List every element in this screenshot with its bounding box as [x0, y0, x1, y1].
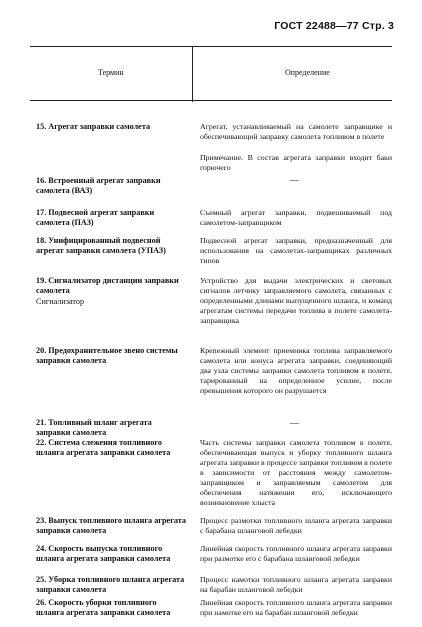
definition-22: Часть системы заправки самолета топливом в полете, обеспечивающая выпуск и уборку топливного шланга агрегата заправки в процессе заправки топливом в полете в зависимости от расстояния между самолетом-заправщиком и заправляемым самолетом для обеспечения натяжения его, исключающего возникновение хлыста: [200, 438, 392, 507]
term-19: 19. Сигнализатор дистанции заправки самолета: [36, 276, 179, 295]
column-header-definition: Определение: [285, 68, 330, 77]
column-header-term: Термин: [98, 68, 124, 77]
table-top-rule: [30, 46, 392, 47]
term-26: 26. Скорость уборки топливного шланга агрегата заправки самолета: [36, 598, 171, 617]
term-24: 24. Скорость выпуска топливного шланга агрегата заправки самолета: [36, 544, 171, 563]
term-21: 21. Топливный шланг агрегата заправки самолета: [36, 418, 152, 437]
term-22: 22. Система слежения топливного шланга агрегата заправки самолета: [36, 438, 171, 457]
term-20: 20. Предохранительное звено системы заправки самолета: [36, 346, 178, 365]
term-19-alt: Сигнализатор: [36, 297, 85, 306]
page-number: Стр. 3: [361, 20, 394, 32]
definition-25: Процесс намотки топливного шланга агрегата заправки на барабан шланговой лебедки: [200, 575, 392, 594]
note-15: Примечание. В состав агрегата заправки входит баки горючего: [200, 153, 392, 172]
table-header-rule: [30, 100, 392, 101]
term-23: 23. Выпуск топливного шланга агрегата заправки самолета: [36, 516, 187, 535]
definition-26: Линейная скорость топливного шланга агрегата заправки при намотке его на барабан шланговой лебедки: [200, 598, 392, 617]
term-17: 17. Подвесной агрегат заправки самолета (ПАЗ): [36, 208, 155, 227]
definition-18: Подвесной агрегат заправки, предназначенный для использования на самолетах-заправщиках различных типов: [200, 236, 392, 265]
header-divider: [192, 46, 193, 102]
term-16: 16. Встроенный агрегат заправки самолета (ВАЗ): [36, 176, 161, 195]
term-25: 25. Уборка топливного шланга агрегата заправки самолета: [36, 575, 185, 594]
definition-16: —: [290, 175, 299, 185]
definition-23: Процесс размотки топливного шланга агрегата заправки с барабана шланговой лебедки: [200, 516, 392, 535]
definition-21: —: [290, 418, 299, 428]
definition-15: Агрегат, устанавливаемый на самолете заправщике и обеспечивающий заправку самолета топливом в полете: [200, 122, 392, 141]
definition-24: Линейная скорость топливного шланга агрегата заправки при размотке его с барабана шланговой лебедки: [200, 544, 392, 563]
page-header: [274, 20, 394, 32]
definition-20: Крепежный элемент приемника топлива заправляемого самолета или конуса агрегата заправки, соединяющий два узла системы заправки самолета топливом в полете, тарированный на определенное усилие, после превышения которого он разрушается: [200, 346, 392, 395]
term-15: 15. Агрегат заправки самолета: [36, 122, 151, 131]
term-18: 18. Унифицированный подвесной агрегат заправки самолета (УПАЗ): [36, 236, 166, 255]
definition-17: Съемный агрегат заправки, подвешиваемый под самолетом-заправщиком: [200, 208, 392, 227]
definition-19: Устройство для выдачи электрических и световых сигналов летчику заправляемого самолета, связанных с определенными длинами выпущенного шланга, и команд агрегатам системы передачи топлива в полете самолета-заправщика: [200, 276, 392, 325]
standard-number: ГОСТ 22488—77: [274, 20, 359, 32]
